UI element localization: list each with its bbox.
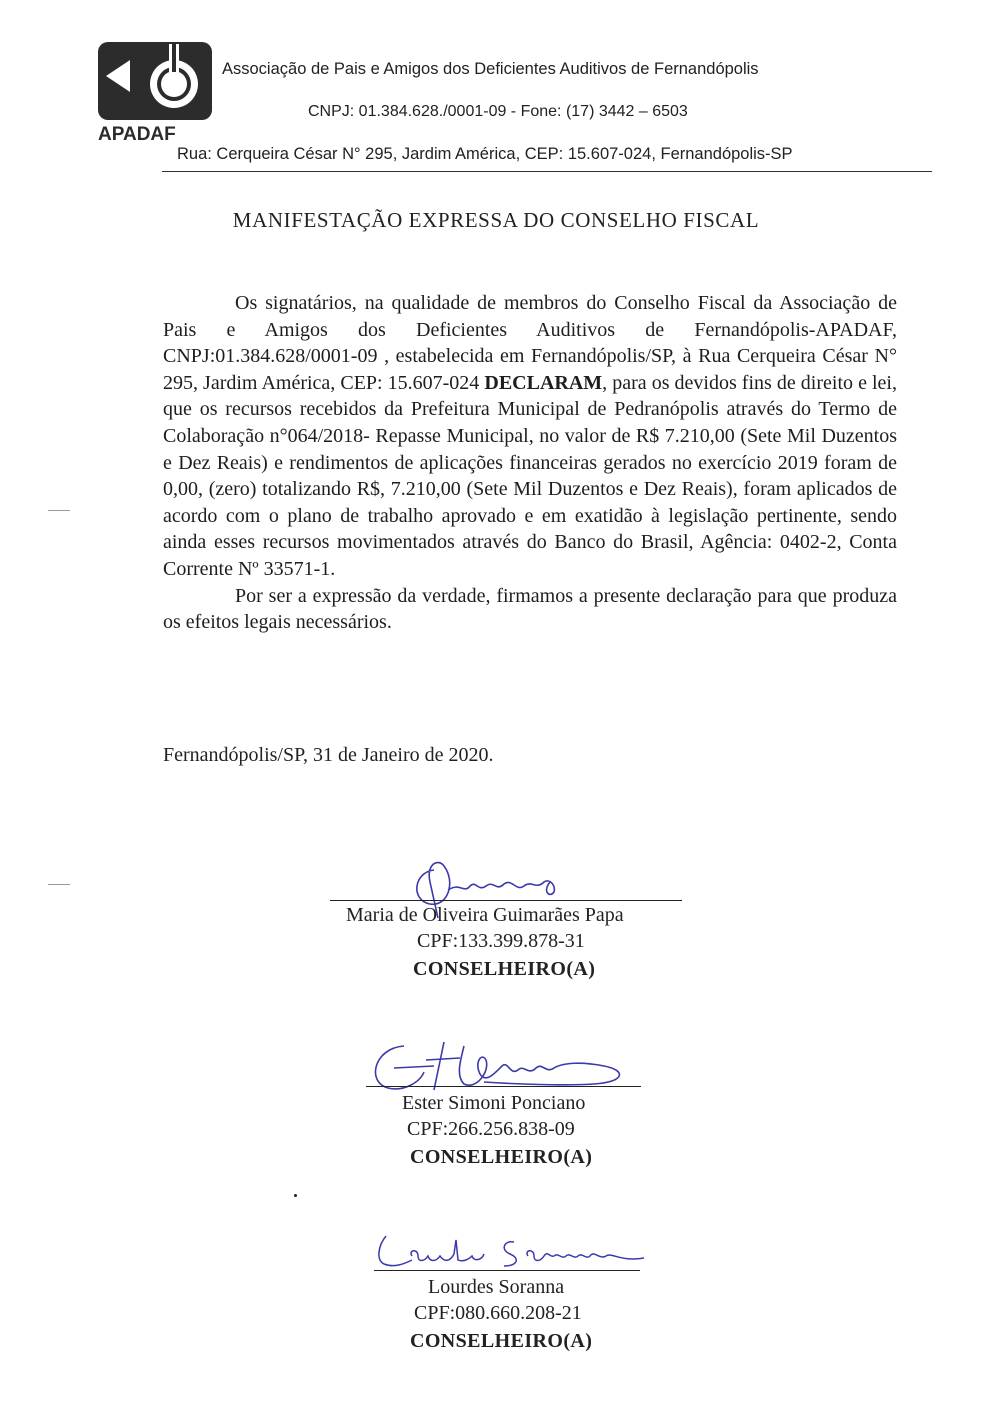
- logo-text: APADAF: [98, 124, 176, 144]
- org-name: Associação de Pais e Amigos dos Deficientes Auditivos de Fernandópolis: [222, 60, 759, 78]
- place-date: Fernandópolis/SP, 31 de Janeiro de 2020.: [163, 744, 494, 766]
- signatory-2-name: Ester Simoni Ponciano: [402, 1092, 586, 1114]
- signatory-2-cpf: CPF:266.256.838-09: [407, 1118, 575, 1140]
- signatory-3-role: CONSELHEIRO(A): [410, 1330, 593, 1352]
- signatory-1-name: Maria de Oliveira Guimarães Papa: [346, 904, 624, 926]
- paragraph1-rest: , para os devidos fins de direito e lei, que os recursos recebidos da Prefeitura Municipal de Pedranópolis através do Termo de Colaboração n°064/2018- Repasse Municipal, no valor de R$ 7.210,00 (Sete Mil Duzentos e Dez Reais) e rendimentos de aplicações financeiras gerados no exercício 2019 foram de 0,00, (zero) totalizando R$, 7.210,00 (Sete Mil Duzentos e Dez Reais), foram aplicados de acordo com o plano de trabalho aprovado e em exatidão à legislação pertinente, sendo ainda esses recursos movimentados através do Banco do Brasil, Agência: 0402-2, Conta Corrente Nº 33571-1.: [163, 371, 897, 580]
- signature-3-line: [374, 1270, 640, 1271]
- declaration-paragraph-2: Por ser a expressão da verdade, firmamos a presente declaração para que produza os efeitos legais necessários.: [163, 584, 897, 634]
- signatory-2-role: CONSELHEIRO(A): [410, 1146, 593, 1168]
- declaration-paragraph-1: [163, 290, 897, 583]
- scan-mark: [48, 510, 70, 511]
- signatory-3-cpf: CPF:080.660.208-21: [414, 1302, 582, 1324]
- document-title: MANIFESTAÇÃO EXPRESSA DO CONSELHO FISCAL: [232, 208, 760, 232]
- org-cnpj-phone: CNPJ: 01.384.628./0001-09 - Fone: (17) 3442 – 6503: [308, 103, 688, 120]
- signatory-3-name: Lourdes Soranna: [428, 1276, 565, 1298]
- apadaf-logo: [96, 40, 214, 144]
- header-divider: [162, 171, 932, 172]
- declaram-keyword: DECLARAM: [484, 371, 603, 394]
- org-address: Rua: Cerqueira César N° 295, Jardim América, CEP: 15.607-024, Fernandópolis-SP: [177, 145, 793, 163]
- declaration-body: [163, 290, 897, 636]
- signature-1-line: [330, 900, 682, 901]
- signatory-1-role: CONSELHEIRO(A): [413, 958, 596, 980]
- scan-mark: [48, 884, 70, 885]
- paragraph1-lead: Os signatários, na qualidade de membros do Conselho Fiscal da Associação de Pais e Amigos dos Deficientes Auditivos de Fernandópolis-APADAF, CNPJ:01.384.628/0001-09 , estabelecida em Fernandópolis/SP, à Rua Cerqueira César N° 295, Jardim América, CEP: 15.607-024: [163, 292, 897, 394]
- logo-letter: A: [136, 69, 147, 86]
- signatory-1-cpf: CPF:133.399.878-31: [417, 930, 585, 952]
- signature-2-line: [366, 1086, 641, 1087]
- signature-3-scribble: [364, 1226, 654, 1276]
- scan-dot: [294, 1194, 297, 1197]
